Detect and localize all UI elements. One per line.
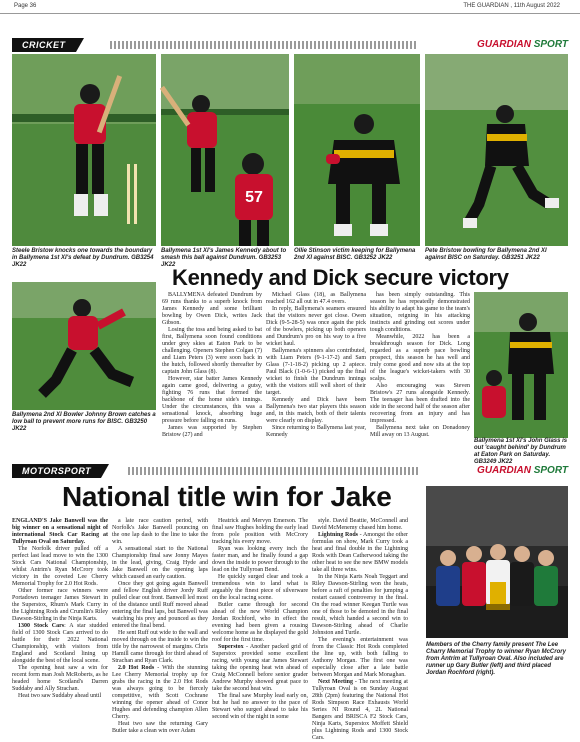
band-stripes bbox=[110, 41, 418, 49]
caption-photo-3: Ollie Stinson victim keeping for Ballymena 2nd XI against BISC. GB3252 JK22 bbox=[294, 248, 416, 261]
motorsport-article-col-1: ENGLAND'S Jake Banwell was the big winner on a sensational night of international Stock Car Racing at Tullyroan Oval on Saturday. The Norfolk driver pulled off a perfect last lead move to win the 1300 Stock Cars National Championship, whilst Antrim's Ryan McCrory took victory in the coveted Lee Cherry Memorial Trophy for 2.0 Hot Rods. Other former race winners were Portadown teenager James Stewart in the Superstox, Rhum's Mark Curry in the Lightning Rods and Crumlin's Riley Dawson-Stirling in the Ninja Karts. 1300 Stock Cars: A star studded field of 1300 Stock Cars arrived to do battle for their 2022 National Championship, with visitors from England and Scotland lining up alongside the best of the local scene. The opening heat saw a win for recent form man Josh McRoberts, as he headed home Scotland's Darren Suddaby and Ally Strachan. Heat two saw Suddaby ahead until bbox=[12, 518, 109, 699]
band-stripes bbox=[128, 467, 418, 475]
cricket-headline: Kennedy and Dick secure victory bbox=[172, 265, 509, 290]
jersey-number: 57 bbox=[245, 189, 263, 206]
caption-photo-6: Ballymena 1st XI's John Glass is out 'caught behind' by Dundrum at Eaton Park on Saturday. GB3249 JK22 bbox=[474, 438, 568, 465]
cricket-section-band bbox=[12, 38, 568, 52]
caption-photo-1: Steele Bristow knocks one towards the boundary in Ballymena 1st XI's defeat by Dundrum. GB3254 JK22 bbox=[12, 248, 154, 268]
caption-photo-4: Pete Bristow bowling for Ballymena 2nd XI against BISC on Saturday. GB3251 JK22 bbox=[425, 248, 547, 261]
photo-trophy-presentation bbox=[426, 486, 568, 638]
caption-photo-5: Ballymena 2nd XI Bowler Johnny Brown catches a low ball to prevent more runs for BISC. GB3250 JK22 bbox=[12, 412, 156, 432]
page-header bbox=[0, 0, 580, 14]
cricket-article-col-3: has been simply outstanding. This season he has repeatedly demonstrated his ability to adapt his game to the team's situation, reigning in his attacking instincts and grinding out scores under tough conditions. Meanwhile, 2022 has been a breakthrough season for Dick. Long regarded as a superb pace bowling prospect, this season he has well and truly come good and now sits at the top of the league's wicket-takers with 30 scalps. Also encouraging was Steven Bristow's 27 runs alongside Kennedy. The teenager has been drafted into the side in the second half of the season after recovering from an injury and has impressed. Ballymena next take on Donadoney Mill away on 13 August. bbox=[370, 292, 470, 438]
photo-john-glass-out bbox=[474, 292, 568, 438]
photo-bowler-pete-bristow bbox=[425, 54, 568, 246]
photo-keeper-stinson bbox=[294, 54, 420, 246]
publication-date: THE GUARDIAN , 11th August 2022 bbox=[463, 3, 560, 9]
motorsport-section-tab: MOTORSPORT bbox=[12, 464, 101, 478]
photo-bowler-johnny-brown bbox=[12, 282, 156, 410]
motorsport-article-col-4: style. David Beattie, McConnell and David McMenemy chased him home. Lightning Rods - Amongst the other formulas on show, Mark Curry took a heat and final double in the Lightning Rods with Dean Catherwood taking the other heat to see the new BMW models take all three wins. In the Ninja Karts Noah Teggart and Riley Dawson-Stirling won the heats, before a raft of penalties for jumping a restart caused controversy in the final. On the road winner Keegan Turtle was one of those to be demoted in the final result, which handed a second win to Dawson-Stirling ahead of Charlie Johnston and Turtle. The evening's entertainment was from the Classic Hot Rods completed the line up, with both falling to Anthony Morgan. The first one was especially close after a late battle between Morgan and Mark Monaghan. Next Meeting - The next meeting at Tullyroan Oval is on Sunday August 28th (2pm) featuring the National Hot Rods Simpson Race Exhausts World Series NI Round 4, 2L National Bangers and BRISCA F2 Stock Cars, Ninja Karts, Superstox Moffett Shield plus Lightning Rods and 1300 Stock Cars. bbox=[312, 518, 408, 741]
motorsport-section-band bbox=[12, 464, 568, 478]
caption-photo-2: Ballymena 1st XI's James Kennedy about to smash this ball against Dundrum. GB3253 JK22 bbox=[161, 248, 287, 268]
motorsport-headline: National title win for Jake bbox=[62, 481, 392, 512]
guardian-sport-logo: GUARDIAN SPORT bbox=[477, 465, 568, 476]
page-number: Page 36 bbox=[14, 3, 37, 9]
motorsport-article-col-2: a late race caution period, with Norfolk's Jake Banwell pouncing on the one lap dash to the line to take the win. A sensational start to the National Championship final saw Jonny Mayes in the lead, giving, Craig Hyde and Jake Banwell on the opening laps which caused an early caution. Once they got going again Banwell and fellow English driver Jordy Ruff pulled clear out front. Banwell led most of the distance until Ruff moved ahead entering the final laps, but Banwell was watching his prey and pounced as they entered the final bend. He sent Ruff out wide to the wall and moved through on the inside to win the title by the narrowest of margins. Chris Hamill came through for third ahead of Strachan and Ryan Clark. 2.0 Hot Rods - With the stunning Lee Cherry Memorial trophy up for grabs the racing in the 2.0 Hot Rods was always going to be fiercely competitive, with Scott Cochrane winning the opener ahead of Conor Hughes and defending champion Allen Cherry. Heat two saw the returning Gary Butler take a clean win over Adam bbox=[112, 518, 208, 734]
photo-batsman-bristow bbox=[12, 54, 156, 246]
caption-motorsport-photo: Members of the Cherry family present The Lee Charry Memorial Trophy to winner Ryan McCrory from Antrim at Tullyroan Oval. Also included are runner up Gary Butler (left) and third placed Jordan Rochford (right). bbox=[426, 642, 566, 676]
photo-batsman-kennedy bbox=[161, 54, 289, 246]
motorsport-article-col-3: Heatrick and Mervyn Emerson. The final saw Hughes holding the early lead from pole position with McCrory tracking his every move. Ryan was looking every inch the faster man, and he finally found a gap down the inside to power through to the lead on the Tullyroan Bend. He quickly surged clear and took a tremendous win to land what is arguably the finest piece of silverware on the local racing scene. Butler came through for second ahead of the new World Champion Jordan Rochford, who in effect the evening had been given a rousing welcome home as he displayed the gold roof for the first time. Superstox - Another packed grid of Superstox provided some excellent racing, with young star James Stewart taking the opening heat win ahead of Craig McConnell before senior grader Andrew Murphy showed great pace to take the second heat win. The final saw Murphy lead early on, but he had no answer to the pace of Stewart who surged ahead to take his second win of the night in some bbox=[212, 518, 308, 720]
guardian-sport-logo: GUARDIAN SPORT bbox=[477, 39, 568, 50]
cricket-article-col-2: Michael Glass (18), as Ballymena reached 162 all out in 47.4 overs. In reply, Ballymena's seamers ensured that the visitors never got close. Owen Dick (9-5-28-5) was once again the pick of the bowlers, picking up both openers and Dundrum's pro on his way to a five wicket haul. Ballymena's spinners also contributed, with Liam Peters (9-1-17-2) and Sam Glass (7-1-18-2) picking up 2 apiece. Paul Black (1-0-6-1) picked up the final wicket to finish the Dundrum innings with the visitors still well short of their target. Kennedy and Dick have been Ballymena's two star players this season and, in this match, both of their talents were clearly on display. Since returning to Ballymena last year, Kennedy bbox=[266, 292, 366, 438]
cricket-section-tab: CRICKET bbox=[12, 38, 76, 52]
cricket-article-col-1: BALLYMENA defeated Dundrum by 69 runs thanks to a superb knock from James Kennedy and some brilliant bowling by Owen Dick, writes Jack Gibson. Losing the toss and being asked to bat first, Ballymena soon found conditions under grey skies at Eaton Park to be challenging. Openers Stephen Colgan (7) and Liam Peters (3) were soon back in the hutch, followed shortly thereafter by captain John Glass (8). However, star batter James Kennedy again came good, delivering a gutsy, fighting 76 runs that formed the backbone of the home side's innings. Under the circumstances, this was a sensational knock, absorbing huge pressure before falling on runs. James was supported by Stephen Bristow (27) and bbox=[162, 292, 262, 438]
